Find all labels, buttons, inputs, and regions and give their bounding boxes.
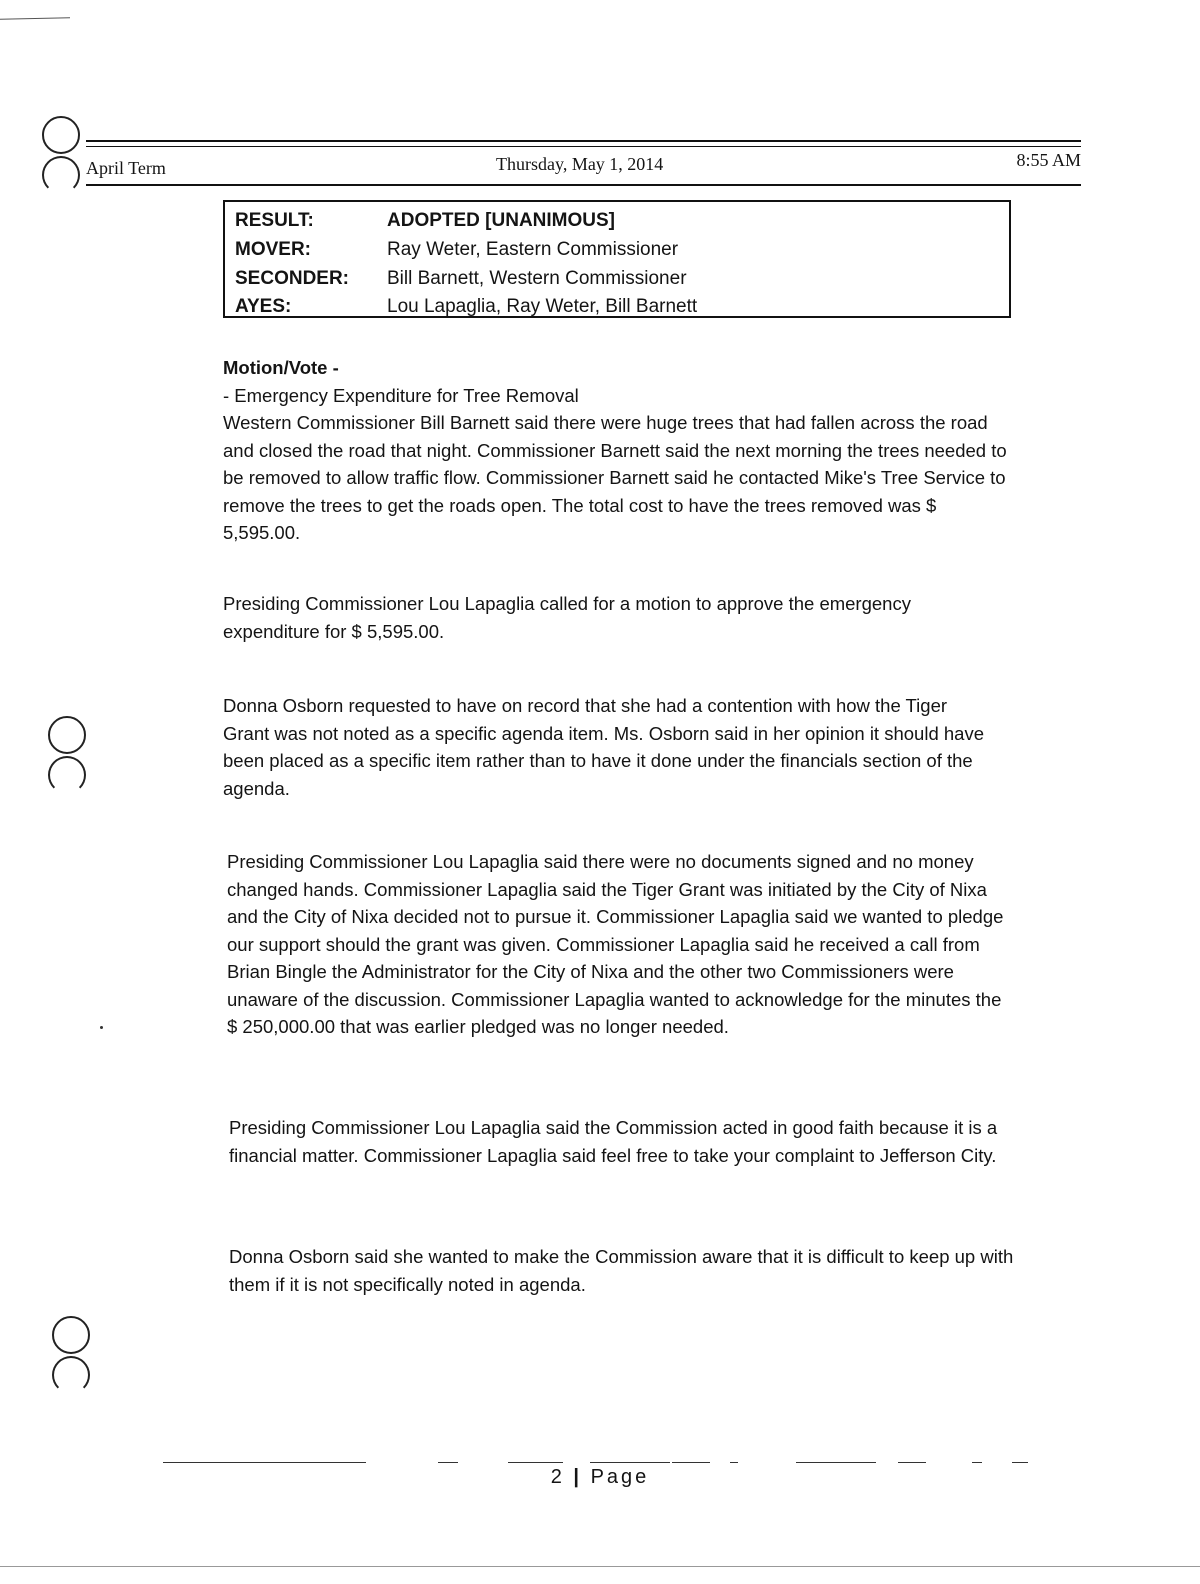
paragraph-text: Presiding Commissioner Lou Lapaglia said the Commission acted in good faith because it is a financial matter. Commissioner Lapaglia said feel free to take your complaint to Jefferson City.: [229, 1117, 998, 1166]
punch-hole-icon: [42, 156, 80, 194]
motion-heading: Motion/Vote -: [223, 357, 339, 378]
footer-rule: [438, 1462, 458, 1463]
ayes-value: Lou Lapaglia, Ray Weter, Bill Barnett: [387, 296, 698, 317]
footer-rule: [508, 1462, 563, 1463]
result-value: ADOPTED [UNANIMOUS]: [387, 210, 615, 231]
paragraph: [227, 848, 1009, 1041]
header-top-rule: [86, 140, 1081, 142]
paragraph: [229, 1114, 1024, 1169]
paragraph: [223, 692, 998, 802]
punch-hole-icon: [48, 756, 86, 794]
punch-hole-icon: [42, 116, 80, 154]
header-bottom-rule: [86, 184, 1081, 186]
footer-rule: [972, 1462, 982, 1463]
footer-rule: [730, 1462, 738, 1463]
mover-label: MOVER:: [235, 239, 311, 260]
header-top-rule-thin: [86, 146, 1081, 147]
footer-rule: [898, 1462, 926, 1463]
page-number-value: 2: [550, 1466, 565, 1488]
footer-rule: [796, 1462, 876, 1463]
paragraph: [223, 590, 983, 645]
page-number: [0, 1466, 1200, 1489]
seconder-label: SECONDER:: [235, 268, 350, 289]
ayes-label: AYES:: [235, 296, 292, 317]
paragraph-text: Donna Osborn said she wanted to make the Commission aware that it is difficult to keep up with them if it is not specifically noted in agenda.: [229, 1246, 1014, 1295]
punch-hole-icon: [52, 1356, 90, 1394]
mover-value: Ray Weter, Eastern Commissioner: [387, 239, 679, 260]
page-word: Page: [590, 1466, 650, 1488]
footer-rule: [163, 1462, 366, 1463]
footer-rule: [590, 1462, 670, 1463]
paragraph-text: Presiding Commissioner Lou Lapaglia said there were no documents signed and no money changed hands. Commissioner Lapaglia said the Tiger Grant was initiated by the City of Nixa and the City of Nixa decided not to pursue it. Commissioner Lapaglia said we wanted to pledge our support should the grant was given. Commissioner Lapaglia said he received a call from Brian Bingle the Administrator for the City of Nixa and the other two Commissioners were unaware of the discussion. Commissioner Lapaglia wanted to acknowledge for the minutes the $ 250,000.00 that was earlier pledged was no longer needed.: [227, 851, 1004, 1037]
motion-paragraph: Western Commissioner Bill Barnett said there were huge trees that had fallen across the road and closed the road that night. Commissioner Barnett said the next morning the trees needed to be removed to allow traffic flow. Commissioner Barnett said he contacted Mike's Tree Service to remove the trees to get the roads open. The total cost to have the trees removed was $ 5,595.00.: [223, 412, 1007, 543]
footer-rule: [672, 1462, 710, 1463]
scan-artifact-line: [0, 17, 70, 19]
meeting-date: Thursday, May 1, 2014: [496, 154, 664, 174]
punch-hole-icon: [52, 1316, 90, 1354]
seconder-value: Bill Barnett, Western Commissioner: [387, 268, 687, 289]
footer-rule: [1012, 1462, 1028, 1463]
motion-section: [223, 354, 1013, 547]
term-label: April Term: [86, 158, 166, 178]
punch-hole-icon: [48, 716, 86, 754]
vote-result-box: [223, 200, 1011, 318]
paragraph: [229, 1243, 1029, 1298]
scan-bottom-edge: [0, 1566, 1200, 1567]
page-header: [86, 150, 1081, 180]
meeting-time: 8:55 AM: [1016, 150, 1081, 170]
motion-item: - Emergency Expenditure for Tree Removal: [223, 384, 579, 406]
scan-speck: [100, 1026, 103, 1029]
result-label: RESULT:: [235, 210, 314, 231]
page-separator: |: [573, 1466, 582, 1488]
paragraph-text: Presiding Commissioner Lou Lapaglia called for a motion to approve the emergency expenditure for $ 5,595.00.: [223, 593, 911, 642]
paragraph-text: Donna Osborn requested to have on record that she had a contention with how the Tiger Grant was not noted as a specific agenda item. Ms. Osborn said in her opinion it should have been placed as a specific item rather than to have it done under the financials section of the agenda.: [223, 695, 984, 799]
